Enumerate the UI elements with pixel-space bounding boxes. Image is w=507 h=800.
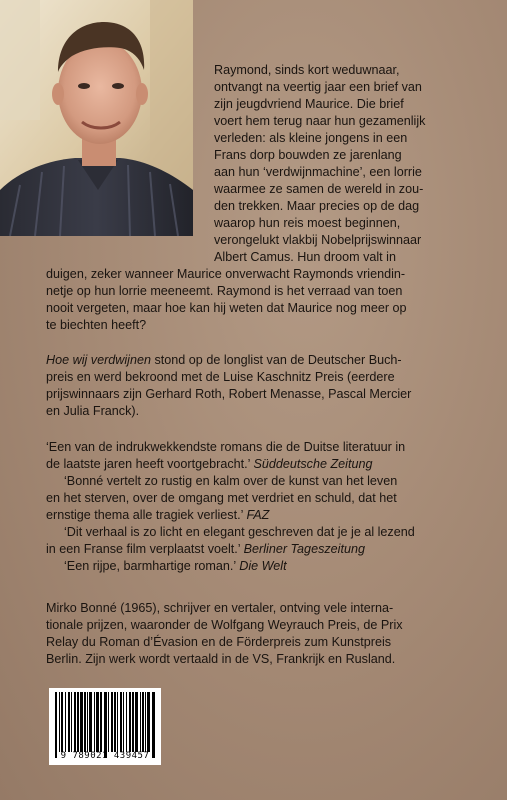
barcode-bar xyxy=(108,692,109,752)
barcode-bar xyxy=(140,692,141,752)
synopsis-line: ontvangt na veertig jaar een brief van xyxy=(214,80,422,94)
barcode-bar xyxy=(100,692,102,752)
barcode-bar xyxy=(111,692,113,752)
quote-source: Süddeutsche Zeitung xyxy=(253,457,373,471)
barcode-bar xyxy=(120,692,122,752)
bio-line: Berlin. Zijn werk wordt vertaald in de VS, Frankrijk en Rusland. xyxy=(46,652,396,666)
barcode-bar xyxy=(80,692,83,752)
quote-line xyxy=(46,507,415,524)
barcode-bar xyxy=(61,692,63,752)
quote-text: ernstige thema alle tragiek verliest.’ xyxy=(46,508,247,522)
synopsis-line: zijn jeugdvriend Maurice. Die brief xyxy=(214,97,404,111)
quote-text: in een Franse film verplaatst voelt.’ xyxy=(46,542,244,556)
longlist-line: prijswinnaars zijn Gerhard Roth, Robert Menasse, Pascal Mercier xyxy=(46,387,412,401)
synopsis-line: Albert Camus. Hun droom valt in xyxy=(214,250,396,264)
press-quotes xyxy=(46,439,415,575)
author-portrait-image xyxy=(0,0,193,236)
author-bio xyxy=(46,600,403,668)
quote-line xyxy=(46,541,415,558)
barcode-bar xyxy=(59,692,60,752)
synopsis-line: verleden: als kleine jongens in een xyxy=(214,131,408,145)
barcode-bar xyxy=(145,692,146,752)
barcode-bar xyxy=(71,692,72,752)
barcode-bar xyxy=(84,692,86,752)
barcode-bar xyxy=(87,692,88,752)
longlist-line-rest: stond op de longlist van de Deutscher Buch- xyxy=(151,353,402,367)
synopsis-line: duigen, zeker wanneer Maurice onverwacht Raymonds vriendin- xyxy=(46,267,406,281)
synopsis-line: te biechten heeft? xyxy=(46,318,147,332)
quote-source: FAZ xyxy=(246,508,270,522)
longlist-line: en Julia Franck). xyxy=(46,404,140,418)
synopsis-full-lines xyxy=(46,266,407,334)
synopsis-line: den trekken. Maar precies op de dag xyxy=(214,199,420,213)
book-title: Hoe wij verdwijnen xyxy=(46,353,151,367)
bio-line: Relay du Roman d’Évasion en de Förderpreis zum Kunstpreis xyxy=(46,635,392,649)
barcode-bar xyxy=(123,692,124,752)
synopsis-line: Frans dorp bouwden ze jarenlang xyxy=(214,148,402,162)
synopsis-line: netje op hun lorrie meeneemt. Raymond is het verraad van toen xyxy=(46,284,403,298)
longlist-line xyxy=(46,352,411,369)
quote-line xyxy=(46,456,415,473)
barcode-bar xyxy=(132,692,134,752)
barcode-bar xyxy=(74,692,76,752)
bio-line: tionale prijzen, waaronder de Wolfgang Weyrauch Preis, de Prix xyxy=(46,618,403,632)
bio-line: Mirko Bonné (1965), schrijver en vertaler, ontving vele interna- xyxy=(46,601,394,615)
isbn-number: 9 789021 439457 xyxy=(60,751,150,761)
barcode-bar xyxy=(135,692,138,752)
barcode-bar xyxy=(117,692,118,752)
synopsis-short-lines xyxy=(214,62,425,266)
barcode-bar xyxy=(147,692,150,752)
barcode-bar xyxy=(65,692,66,752)
quote-text: ‘Een rijpe, barmhartige roman.’ xyxy=(64,559,240,573)
barcode-bar xyxy=(142,692,144,752)
quote-line xyxy=(46,558,415,575)
barcode-bar xyxy=(94,692,95,752)
quote-text: de laatste jaren heeft voortgebracht.’ xyxy=(46,457,254,471)
longlist-line: preis en werd bekroond met de Luise Kaschnitz Preis (eerdere xyxy=(46,370,395,384)
quote-line: ‘Bonné vertelt zo rustig en kalm over de kunst van het leven xyxy=(64,474,398,488)
quote-source: Berliner Tageszeitung xyxy=(243,542,365,556)
author-photo xyxy=(0,0,193,236)
barcode-bar xyxy=(96,692,99,752)
synopsis-line: nooit vergeten, maar hoe kan hij weten dat Maurice nog meer op xyxy=(46,301,407,315)
synopsis-line: aan hun ‘verdwijnmachine’, een lorrie xyxy=(214,165,422,179)
synopsis-line: waarop hun reis moest beginnen, xyxy=(214,216,401,230)
barcode-bar xyxy=(68,692,70,752)
barcode-bar xyxy=(104,692,107,758)
barcode-bar xyxy=(152,692,155,758)
barcode-bar xyxy=(129,692,131,752)
quote-line: en het sterven, over de omgang met verdriet en schuld, dat het xyxy=(46,491,397,505)
quote-line: ‘Een van de indrukwekkendste romans die de Duitse literatuur in xyxy=(46,440,406,454)
barcode-bar xyxy=(89,692,92,752)
synopsis-line: Raymond, sinds kort weduwnaar, xyxy=(214,63,400,77)
synopsis-line: waarmee ze samen de wereld in zou- xyxy=(214,182,424,196)
synopsis-line: voert hem terug naar hun gezamenlijk xyxy=(214,114,426,128)
barcode-bar xyxy=(55,692,57,758)
longlist-paragraph xyxy=(46,352,411,420)
synopsis-line: verongelukt vlakbij Nobelprijswinnaar xyxy=(214,233,422,247)
barcode-bar xyxy=(114,692,116,752)
quote-line: ‘Dit verhaal is zo licht en elegant geschreven dat je je al lezend xyxy=(64,525,415,539)
barcode-bar xyxy=(77,692,79,752)
quote-source: Die Welt xyxy=(239,559,287,573)
barcode-bar xyxy=(126,692,127,752)
